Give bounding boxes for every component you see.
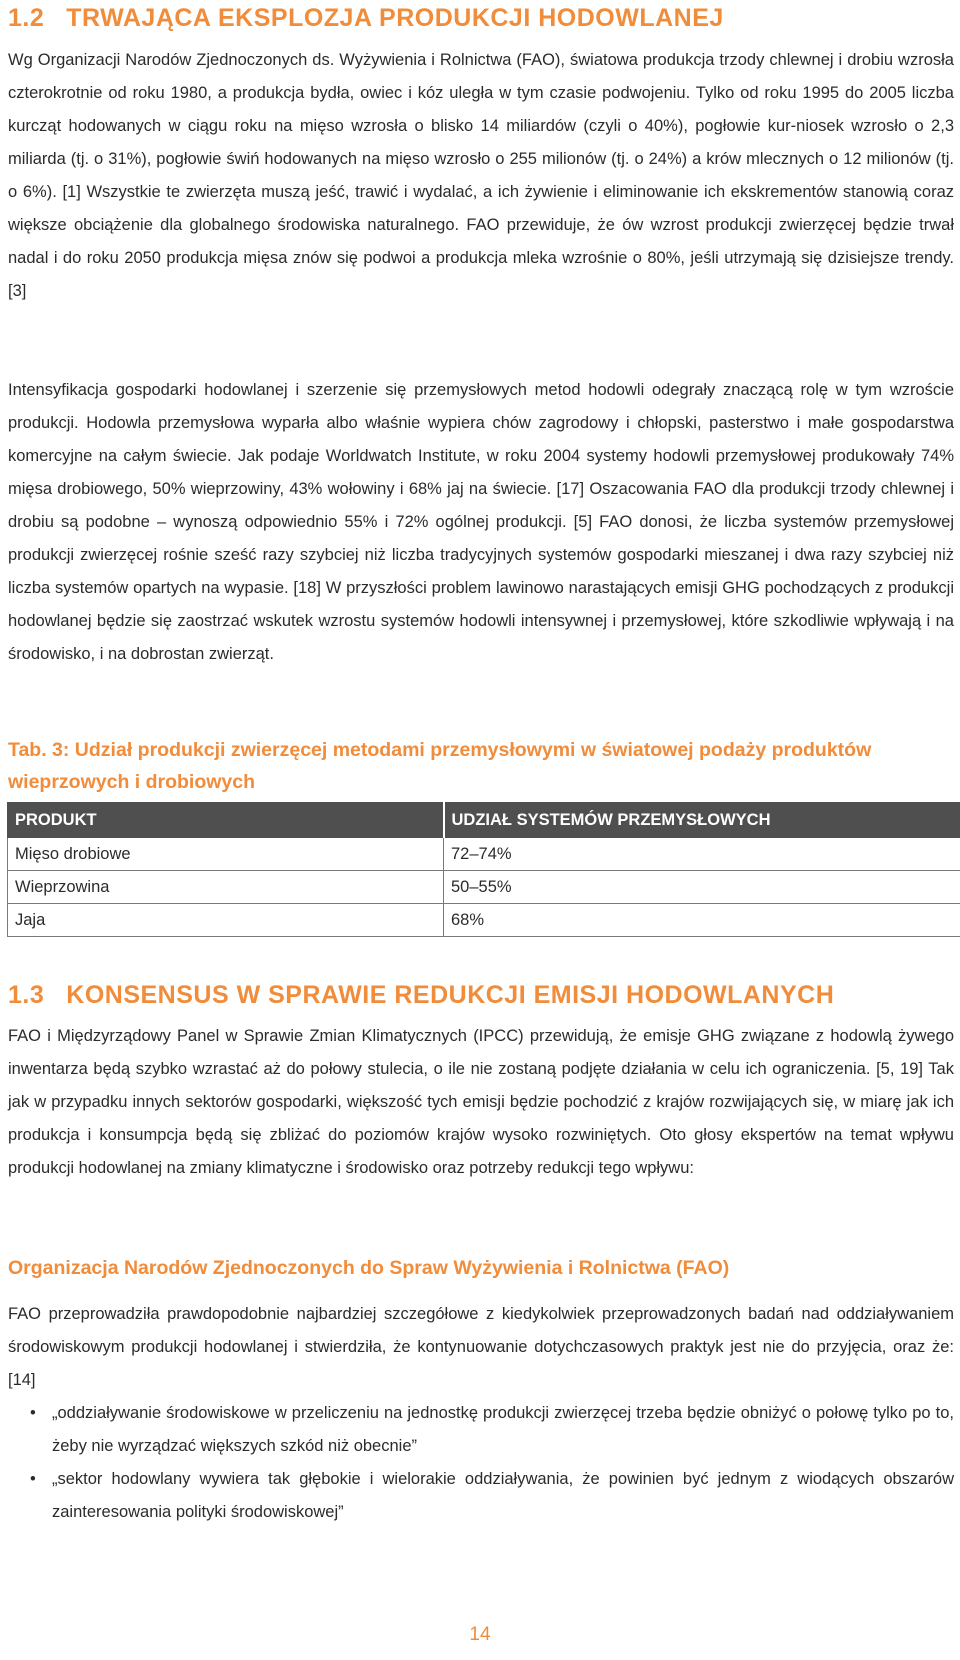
list-item-text: „oddziaływanie środowiskowe w przeliczeniu na jednostkę produkcji zwierzęcej trzeba będzie obniżyć o połowę tylko po to, żeby nie wyrządzać większych szkód niż obecnie” [52,1404,954,1455]
section-1-3-heading [8,980,834,1010]
list-item-text: „sektor hodowlany wywiera tak głębokie i wielorakie oddziaływania, że powinien być jednym z wiodących obszarów zainteresowania polityki środowiskowej” [52,1470,954,1521]
table-cell-product: Jaja [8,904,444,937]
page-number: 14 [469,1624,491,1645]
table-cell-product: Wieprzowina [8,871,444,904]
section-1-2-title: TRWAJĄCA EKSPLOZJA PRODUKCJI HODOWLANEJ [66,4,724,32]
section-1-3-paragraph-1: FAO i Międzyrządowy Panel w Sprawie Zmian Klimatycznych (IPCC) przewidują, że emisje GHG związane z hodowlą żywego inwentarza będą szybko wzrastać aż do połowy stulecia, o ile nie zostaną podjęte działania w celu ich ograniczenia. [5, 19] Tak jak w przypadku innych sektorów gospodarki, większość tych emisji będzie pochodzić z krajów rozwijających się, w miarę jak ich produkcja i konsumpcja będą się zbliżać do poziomów krajów wysoko rozwiniętych. Oto głosy ekspertów na temat wpływu produkcji hodowlanej na zmiany klimatyczne i środowisko oraz potrzeby redukcji tego wpływu: [8,1027,954,1177]
fao-subheading: Organizacja Narodów Zjednoczonych do Spraw Wyżywienia i Rolnictwa (FAO) [8,1257,730,1279]
table-row [8,871,960,904]
table-cell-share: 68% [444,904,960,937]
section-1-2-heading [8,3,724,33]
section-1-3-number: 1.3 [8,981,45,1009]
table-3 [7,802,960,937]
bullet-icon: • [30,1470,36,1488]
section-1-3-paragraph-2: FAO przeprowadziła prawdopodobnie najbardziej szczegółowe z kiedykolwiek przeprowadzonych badań nad oddziaływaniem środowiskowym produkcji hodowlanej i stwierdziła, że kontynuowanie dotychczasowych praktyk jest nie do przyjęcia, oraz że: [14] [8,1305,954,1389]
column-header-product: PRODUKT [8,803,444,838]
section-1-2-number: 1.2 [8,4,45,32]
fao-quotes-list [22,1397,954,1529]
section-1-2-paragraph-1: Wg Organizacji Narodów Zjednoczonych ds. Wyżywienia i Rolnictwa (FAO), światowa produkcja trzody chlewnej i drobiu wzrosła czterokrotnie od roku 1980, a produkcja bydła, owiec i kóz uległa w tym czasie podwojeniu. Tylko od roku 1995 do 2005 liczba kurcząt hodowanych w ciągu roku na mięso wzrosła o blisko 14 miliardów (czyli o 40%), pogłowie kur-niosek wzrosło o 2,3 miliarda (tj. o 31%), pogłowie świń hodowanych na mięso wzrosło o 255 milionów (tj. o 24%) a krów mlecznych o 12 milionów (tj. o 6%). [1] Wszystkie te zwierzęta muszą jeść, trawić i wydalać, a ich żywienie i eliminowanie ich ekskrementów stanowią coraz większe obciążenie dla globalnego środowiska naturalnego. FAO przewiduje, że ów wzrost produkcji zwierzęcej będzie trwał nadal i do roku 2050 produkcja mięsa znów się podwoi a produkcja mleka wzrośnie o 80%, jeśli utrzymają się dzisiejsze trendy. [3] [8,51,954,300]
column-header-share: UDZIAŁ SYSTEMÓW PRZEMYSŁOWYCH [444,803,960,838]
table-cell-product: Mięso drobiowe [8,838,444,871]
section-1-2-paragraph-2: Intensyfikacja gospodarki hodowlanej i szerzenie się przemysłowych metod hodowli odegrały znaczącą rolę w tym wzroście produkcji. Hodowla przemysłowa wyparła albo właśnie wypiera chów zagrodowy i chłopski, pasterstwo i małe gospodarstwa komercyjne na całym świecie. Jak podaje Worldwatch Institute, w roku 2004 systemy hodowli przemysłowej produkowały 74% mięsa drobiowego, 50% wieprzowiny, 43% wołowiny i 68% jaj na świecie. [17] Oszacowania FAO dla produkcji trzody chlewnej i drobiu są podobne – wynoszą odpowiednio 55% i 72% ogólnej produkcji. [5] FAO donosi, że liczba systemów przemysłowej produkcji zwierzęcej rośnie sześć razy szybciej niż liczba tradycyjnych systemów gospodarki mieszanej i dwa razy szybciej niż liczba systemów opartych na wypasie. [18] W przyszłości problem lawinowo narastających emisji GHG pochodzących z produkcji hodowlanej będzie się zaostrzać wskutek wzrostu systemów hodowli intensywnej i przemysłowej, które szkodliwie wpływają i na środowisko, i na dobrostan zwierząt. [8,381,954,663]
table-header-row [8,803,960,838]
table-row [8,838,960,871]
table-3-caption: Tab. 3: Udział produkcji zwierzęcej metodami przemysłowymi w światowej podaży produktów wieprzowych i drobiowych [8,739,872,793]
table-row [8,904,960,937]
table-cell-share: 72–74% [444,838,960,871]
list-item [30,1463,954,1529]
bullet-icon: • [30,1404,36,1422]
table-cell-share: 50–55% [444,871,960,904]
list-item [30,1397,954,1463]
section-1-3-title: KONSENSUS W SPRAWIE REDUKCJI EMISJI HODOWLANYCH [66,981,835,1009]
